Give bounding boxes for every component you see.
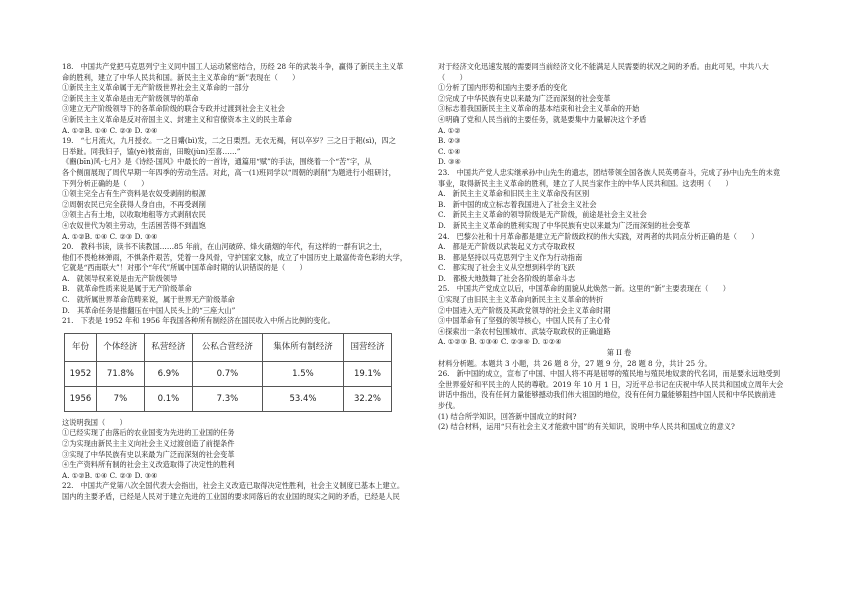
question-text-line: ③实现了中华民族有史以来最为广泛而深刻的社会变革 bbox=[62, 449, 235, 459]
question-text-line: 事业，取得新民主主义革命的胜利，建立了人民当家作主的中华人民共和国。这表明（ ） bbox=[438, 178, 733, 188]
question-text-line: 各个侧面展现了周代早期一年四季的劳动生活。对此，高一(1)班同学以“周朝的剥削”为题进行小组研讨， bbox=[62, 167, 396, 177]
table-cell: 1952 bbox=[65, 361, 97, 386]
table-cell: 1956 bbox=[65, 386, 97, 411]
question-text-line: 命的胜利，建立了中华人民共和国。新民主主义革命的“新”表现在（ ） bbox=[62, 72, 300, 82]
question-text-line: ①已经实现了由落后的农业国变为先进的工业国的任务 bbox=[62, 428, 235, 438]
question-text-line: 他们不畏枪林弹雨，不惧条件艰苦，凭着一身风骨，守护国家文脉，成立了中国历史上最富传奇色彩的大学， bbox=[62, 252, 408, 262]
table-row bbox=[65, 386, 392, 411]
question-text-line: B. 都是坚持以马克思列宁主义作为行动指南 bbox=[438, 252, 583, 262]
question-text-line: ①分析了国内形势和国内主要矛盾的变化 bbox=[438, 83, 568, 93]
question-text-line: D. ③④ bbox=[438, 157, 461, 167]
table-header-cell: 私营经济 bbox=[144, 333, 192, 361]
question-text-line: 24. 巴黎公社和十月革命都是建立无产阶级政权的伟大实践，对两者的共同点分析正确的是（ ） bbox=[438, 231, 759, 241]
question-text-line: C. ①④ bbox=[438, 146, 461, 156]
question-text-line: 讲话中指出，没有任何力量能够撼动我们伟大祖国的地位，没有任何力量能够阻挡中国人民和中华民族前进 bbox=[438, 390, 776, 400]
table-cell: 19.1% bbox=[343, 361, 391, 386]
question-text-line: ②为实现由新民主主义向社会主义过渡创造了前提条件 bbox=[62, 439, 235, 449]
question-text-line: 它就是“西南联大”！对那个“年代”所属中国革命时期的认识错误的是（ ） bbox=[62, 263, 307, 273]
table-cell: 32.2% bbox=[343, 386, 391, 411]
question-text-line: 步伐。 bbox=[438, 401, 460, 410]
question-text-line: C. 都实现了社会主义从空想到科学的飞跃 bbox=[438, 263, 575, 273]
question-text-line: A. 新民主主义革命和旧民主主义革命没有区别 bbox=[438, 189, 590, 199]
table-cell: 7% bbox=[96, 386, 144, 411]
question-text-line: ②中国进入无产阶级及其政党领导的社会主义革命时期 bbox=[438, 305, 611, 315]
question-text-line: A. ①②B. ①④ C. ②③ D. ③④ bbox=[62, 470, 158, 480]
table-header-cell: 集体所有制经济 bbox=[262, 333, 343, 361]
question-text-line: ④新民主主义革命是反对帝国主义、封建主义和官僚资本主义的民主革命 bbox=[62, 114, 293, 124]
question-text-line: 材料分析题。本题共 3 小题，共 26 题 8 分，27 题 9 分，28 题 8 分，共计 25 分。 bbox=[438, 358, 712, 368]
question-text-line: ①领主完全占有生产资料是农奴受剥削的根源 bbox=[62, 189, 206, 199]
question-text-line: 25. 中国共产党成立以后，中国革命的面貌从此焕然一新。这里的“新”主要表现在（ ） bbox=[438, 284, 730, 294]
question-text-line: ③标志着我国新民主主义革命的基本结束和社会主义革命的开始 bbox=[438, 104, 640, 114]
table-cell: 1.5% bbox=[262, 361, 343, 386]
question-text-line: A. ①②B. ①④ C. ②③ D. ③④ bbox=[62, 231, 158, 241]
question-text-line: A. 就领导权来说是由无产阶级领导 bbox=[62, 273, 178, 283]
question-text-line: 26. 新中国的成立，宣布了中国、中国人将不再是屈辱的殖民地与殖民地奴隶的代名词，而是要永远地受到 bbox=[438, 369, 781, 379]
question-text-line: 22. 中国共产党第八次全国代表大会指出，社会主义改造已取得决定性胜利，社会主义制度已基本上建立。 bbox=[62, 481, 405, 491]
table-cell: 6.9% bbox=[144, 361, 192, 386]
question-text-line: D. 新民主主义革命的胜利实现了中华民族有史以来最为广泛而深刻的社会变革 bbox=[438, 220, 691, 230]
question-text-line: ④生产资料所有制的社会主义改造取得了决定性的胜利 bbox=[62, 460, 235, 470]
table-cell: 0.7% bbox=[192, 361, 262, 386]
question-text-line: 23. 中国共产党人忠实继承孙中山先生的遗志，团结带领全国各族人民英勇奋斗，完成了孙中山先生的未竟 bbox=[438, 167, 781, 177]
question-text-line: 19. “七月流火，九月授衣。一之日觱(bì)发，二之日栗烈。无衣无褐，何以卒岁？三之日于耜(sì)，四之 bbox=[62, 136, 396, 146]
table-header-cell: 公私合营经济 bbox=[192, 333, 262, 361]
question-text-line: 20. 教科书读，读书不读教国……85 年前，在山河破碎、烽火硝烟的年代，有这样的一群有识之士， bbox=[62, 242, 387, 252]
question-text-line: C. 新民主主义革命的领导阶级是无产阶级，前途是社会主义社会 bbox=[438, 210, 647, 220]
question-text-line: ③中国革命有了坚强的领导核心，中国人民有了主心骨 bbox=[438, 316, 611, 326]
question-text-line: 日举趾。同我妇子，馌(yè)彼南亩，田畯(jùn)至喜……” bbox=[62, 146, 241, 156]
table-cell: 53.4% bbox=[262, 386, 343, 411]
table-cell: 71.8% bbox=[96, 361, 144, 386]
question-text-line: A. ①② bbox=[438, 125, 461, 135]
question-text-line: A. ①②③ B. ①③④ C. ②③④ D. ①②④ bbox=[438, 337, 562, 347]
question-text-line: ③建立无产阶级领导下的各革命阶级的联合专政并过渡到社会主义社会 bbox=[62, 104, 285, 114]
question-text-line: C. 就所属世界革命范畴来说，属于世界无产阶级革命 bbox=[62, 295, 235, 305]
table-row bbox=[65, 361, 392, 386]
question-text-line: ④农奴世代为领主劳动，生活困苦得不到温饱 bbox=[62, 220, 206, 230]
question-text-line: B. ②③ bbox=[438, 136, 461, 146]
question-text-line: ②周朝农民已完全获得人身自由，不再受剥削 bbox=[62, 199, 206, 209]
question-text-line: D. 其革命任务是推翻压在中国人民头上的“三座大山” bbox=[62, 305, 236, 315]
section-title: 第 II 卷 bbox=[606, 348, 632, 358]
left-column bbox=[62, 62, 424, 503]
right-column bbox=[438, 62, 800, 433]
question-text-line: 全世界爱好和平民主的人民的尊敬。2019 年 10 月 1 日，习近平总书记在庆祝中华人民共和国成立周年大会 bbox=[438, 379, 784, 389]
question-text-line: 国内的主要矛盾，已经是人民对于建立先进的工业国的要求同落后的农业国的现实之间的矛盾，已经是人民 bbox=[62, 492, 400, 501]
question-text-line: 《豳(bīn)风·七月》是《诗经·国风》中最长的一首诗，通篇用“赋”的手法，围绕着一个“苦”字，从 bbox=[62, 157, 372, 167]
question-text-line: ①新民主主义革命属于无产阶级世界社会主义革命的一部分 bbox=[62, 83, 249, 93]
question-text-line: ②完成了中华民族有史以来最为广泛而深刻的社会变革 bbox=[438, 93, 611, 103]
table-header-row bbox=[65, 333, 392, 361]
question-text-line: B. 新中国的成立标志着我国进入了社会主义社会 bbox=[438, 199, 597, 209]
question-text-line: 18. 中国共产党把马克思列宁主义同中国工人运动紧密结合，历经 28 年的武装斗争，赢得了新民主主义革 bbox=[62, 62, 404, 71]
question-text-line: ②新民主主义革命是由无产阶级领导的革命 bbox=[62, 93, 199, 103]
income-share-table bbox=[64, 333, 392, 412]
question-text-line: 这说明我国（ ） bbox=[62, 417, 127, 427]
table-header-cell: 个体经济 bbox=[96, 333, 144, 361]
table-header-cell: 年份 bbox=[65, 333, 97, 361]
question-text-line: D. 都极大地鼓舞了社会各阶级的革命斗志 bbox=[438, 273, 576, 283]
question-text-line: B. 就革命性质来说是属于无产阶级革命 bbox=[62, 284, 192, 294]
table-cell: 7.3% bbox=[192, 386, 262, 411]
question-text-line: (1) 结合所学知识，回答新中国成立的时间? bbox=[438, 411, 577, 421]
question-text-line: A. ①②B. ①④ C. ②③ D. ②④ bbox=[62, 125, 158, 135]
question-text-line: 21. 下表是 1952 年和 1956 年我国各种所有制经济在国民收入中所占比例的变化。 bbox=[62, 316, 335, 326]
table-cell: 0.1% bbox=[144, 386, 192, 411]
question-text-line: ③领主占有土地，以收取地租等方式剥削农民 bbox=[62, 210, 206, 220]
question-text-line: （ ） bbox=[438, 72, 467, 82]
question-text-line: ①实现了由旧民主主义革命向新民主主义革命的转折 bbox=[438, 295, 604, 305]
question-text-line: A. 都是无产阶级以武装起义方式夺取政权 bbox=[438, 242, 575, 252]
table-header-cell: 国营经济 bbox=[343, 333, 391, 361]
question-text-line: ④探索出一条农村包围城市、武装夺取政权的正确道路 bbox=[438, 326, 611, 336]
question-text-line: 对于经济文化迅速发展的需要同当前经济文化不能满足人民需要的状况之间的矛盾。由此可见，中共八大 bbox=[438, 62, 769, 71]
question-text-line: ④明确了党和人民当前的主要任务，就是要集中力量解决这个矛盾 bbox=[438, 114, 647, 124]
question-text-line: (2) 结合材料，运用“只有社会主义才能救中国”的有关知识，说明中华人民共和国成立的意义? bbox=[438, 422, 735, 432]
question-text-line: 下列分析正确的是（ ） bbox=[62, 178, 149, 188]
